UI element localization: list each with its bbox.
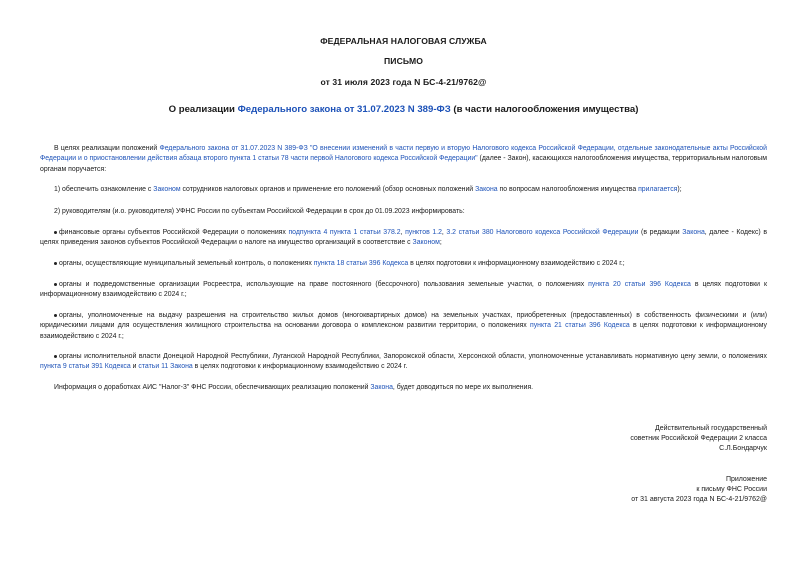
text: ); bbox=[677, 186, 682, 193]
text: в целях подготовки к информационному взаимодействию с 2024 г. bbox=[192, 363, 408, 371]
signer-name: С.Л.Бондарчук bbox=[719, 445, 767, 453]
text: В целях реализации положений bbox=[54, 145, 160, 152]
text: в целях подготовки к информационному взаимодействию с 2024 г.; bbox=[408, 260, 625, 267]
appendix-label: Приложение bbox=[725, 476, 767, 483]
text: , bbox=[400, 229, 406, 236]
appendix-ref: к письму ФНС России bbox=[696, 486, 767, 494]
law-link[interactable]: Закона bbox=[475, 186, 498, 193]
law-link[interactable]: Законом bbox=[412, 239, 440, 247]
text: Информация о доработках АИС "Налог-3" ФНС России, обеспечивающих реализацию положений bbox=[54, 384, 371, 391]
agency-heading: ФЕДЕРАЛЬНАЯ НАЛОГОВАЯ СЛУЖБА bbox=[320, 36, 487, 46]
text: , bbox=[441, 229, 447, 236]
signer-title-line2: советник Российской Федерации 2 класса bbox=[630, 435, 767, 443]
document-title bbox=[0, 104, 807, 115]
text: сотрудников налоговых органов и применение его положений (обзор основных положений bbox=[180, 186, 476, 193]
law-link[interactable]: Федерального закона от 31.07.2023 N 389-ФЗ "О внесении изменений в части первую и вторую Налогового кодекса Российской Федерации, отдельные законодательные акты Российской Федерации и о приостановлении действия абзаца второго пункта 1 статьи 78 части первой Налогового кодекса Российской Федерации" bbox=[40, 145, 767, 163]
title-prefix: О реализации bbox=[168, 104, 238, 115]
appendix-link[interactable]: прилагается bbox=[638, 186, 678, 193]
paragraph-bullet-new-regions bbox=[40, 352, 767, 373]
text: (в редакции bbox=[638, 229, 683, 236]
doc-date-number: от 31 июля 2023 года N БС-4-21/9762@ bbox=[320, 77, 487, 87]
text: (далее - Закон), касающихся налогообложения имущества, территориальным налоговым органам поручается: bbox=[40, 155, 767, 173]
paragraph-bullet-finance bbox=[40, 228, 767, 249]
code-link[interactable]: подпункта 4 пункта 1 статьи 378.2 bbox=[288, 229, 401, 236]
title-law-link[interactable]: Федерального закона от 31.07.2023 N 389-ФЗ bbox=[237, 104, 451, 115]
text: в целях подготовки к информационному взаимодействию с 2024 г.; bbox=[40, 322, 768, 340]
text: 1) обеспечить ознакомление с bbox=[54, 186, 154, 193]
text: в целях подготовки к информационному взаимодействию с 2024 г.; bbox=[40, 281, 767, 299]
text: ; bbox=[439, 239, 442, 247]
code-link[interactable]: пунктов 1.2 bbox=[405, 229, 442, 236]
text: и bbox=[130, 363, 139, 371]
text: органы, осуществляющие муниципальный земельный контроль, о положениях bbox=[59, 260, 314, 267]
text: , далее - Кодекс) в целях приведения законов субъектов Российской Федерации о налоге на имущество организаций в соответствие с bbox=[40, 229, 767, 247]
paragraph-bullet-construction bbox=[40, 311, 767, 342]
paragraph-intro bbox=[40, 144, 767, 175]
signer-title-line1: Действительный государственный bbox=[655, 425, 767, 432]
bullet-icon bbox=[54, 314, 57, 317]
paragraph-bullet-land-control bbox=[40, 259, 767, 269]
law-link[interactable]: Закона bbox=[370, 384, 393, 391]
text: 2) руководителям (и.о. руководителя) УФНС России по субъектам Российской Федерации в срок до 01.09.2023 информировать: bbox=[54, 208, 465, 215]
code-link[interactable]: пункта 18 статьи 396 Кодекса bbox=[313, 260, 409, 267]
bullet-icon bbox=[54, 283, 57, 286]
code-link[interactable]: пункта 21 статьи 396 Кодекса bbox=[529, 322, 630, 330]
text: органы и подведомственные организации Росреестра, использующие на праве постоянного (бессрочного) пользования земельные участки, о положениях bbox=[59, 281, 589, 288]
paragraph-item-2 bbox=[40, 207, 767, 217]
bullet-icon bbox=[54, 355, 57, 358]
code-link[interactable]: 3.2 статьи 380 Налогового кодекса Российской Федерации bbox=[446, 229, 639, 236]
text: по вопросам налогообложения имущества bbox=[497, 186, 639, 193]
text: , будет доводиться по мере их выполнения. bbox=[392, 384, 534, 391]
law-link[interactable]: Закона bbox=[682, 229, 705, 236]
code-link[interactable]: пункта 9 статьи 391 Кодекса bbox=[40, 363, 131, 371]
doc-type-heading: ПИСЬМО bbox=[384, 56, 423, 66]
appendix-block bbox=[631, 475, 767, 506]
appendix-date: от 31 августа 2023 года N БС-4-21/9762@ bbox=[631, 496, 767, 504]
law-link[interactable]: статьи 11 Закона bbox=[138, 363, 193, 371]
paragraph-ais-info bbox=[40, 383, 767, 393]
code-link[interactable]: пункта 20 статьи 396 Кодекса bbox=[588, 281, 691, 288]
signature-block bbox=[630, 424, 767, 455]
law-link[interactable]: Законом bbox=[153, 186, 181, 193]
title-suffix: (в части налогообложения имущества) bbox=[450, 104, 639, 115]
paragraph-bullet-rosreestr bbox=[40, 280, 767, 301]
bullet-icon bbox=[54, 231, 57, 234]
text: финансовые органы субъектов Российской Федерации о положениях bbox=[59, 229, 289, 236]
bullet-icon bbox=[54, 262, 57, 265]
text: органы, уполномоченные на выдачу разрешения на строительство жилых домов (многоквартирных домов) на земельных участках, приобретенных (предоставленных) в собственность физическими и (или) юридическими лицами для осуществления жилищного строительства на основании договора о комплексном развитии территории, о положениях bbox=[40, 312, 767, 330]
text: органы исполнительной власти Донецкой Народной Республики, Луганской Народной Республики, Запорожской области, Херсонской области, уполномоченные устанавливать нормативную цену земли, о положениях bbox=[59, 353, 767, 360]
paragraph-item-1 bbox=[40, 185, 767, 195]
